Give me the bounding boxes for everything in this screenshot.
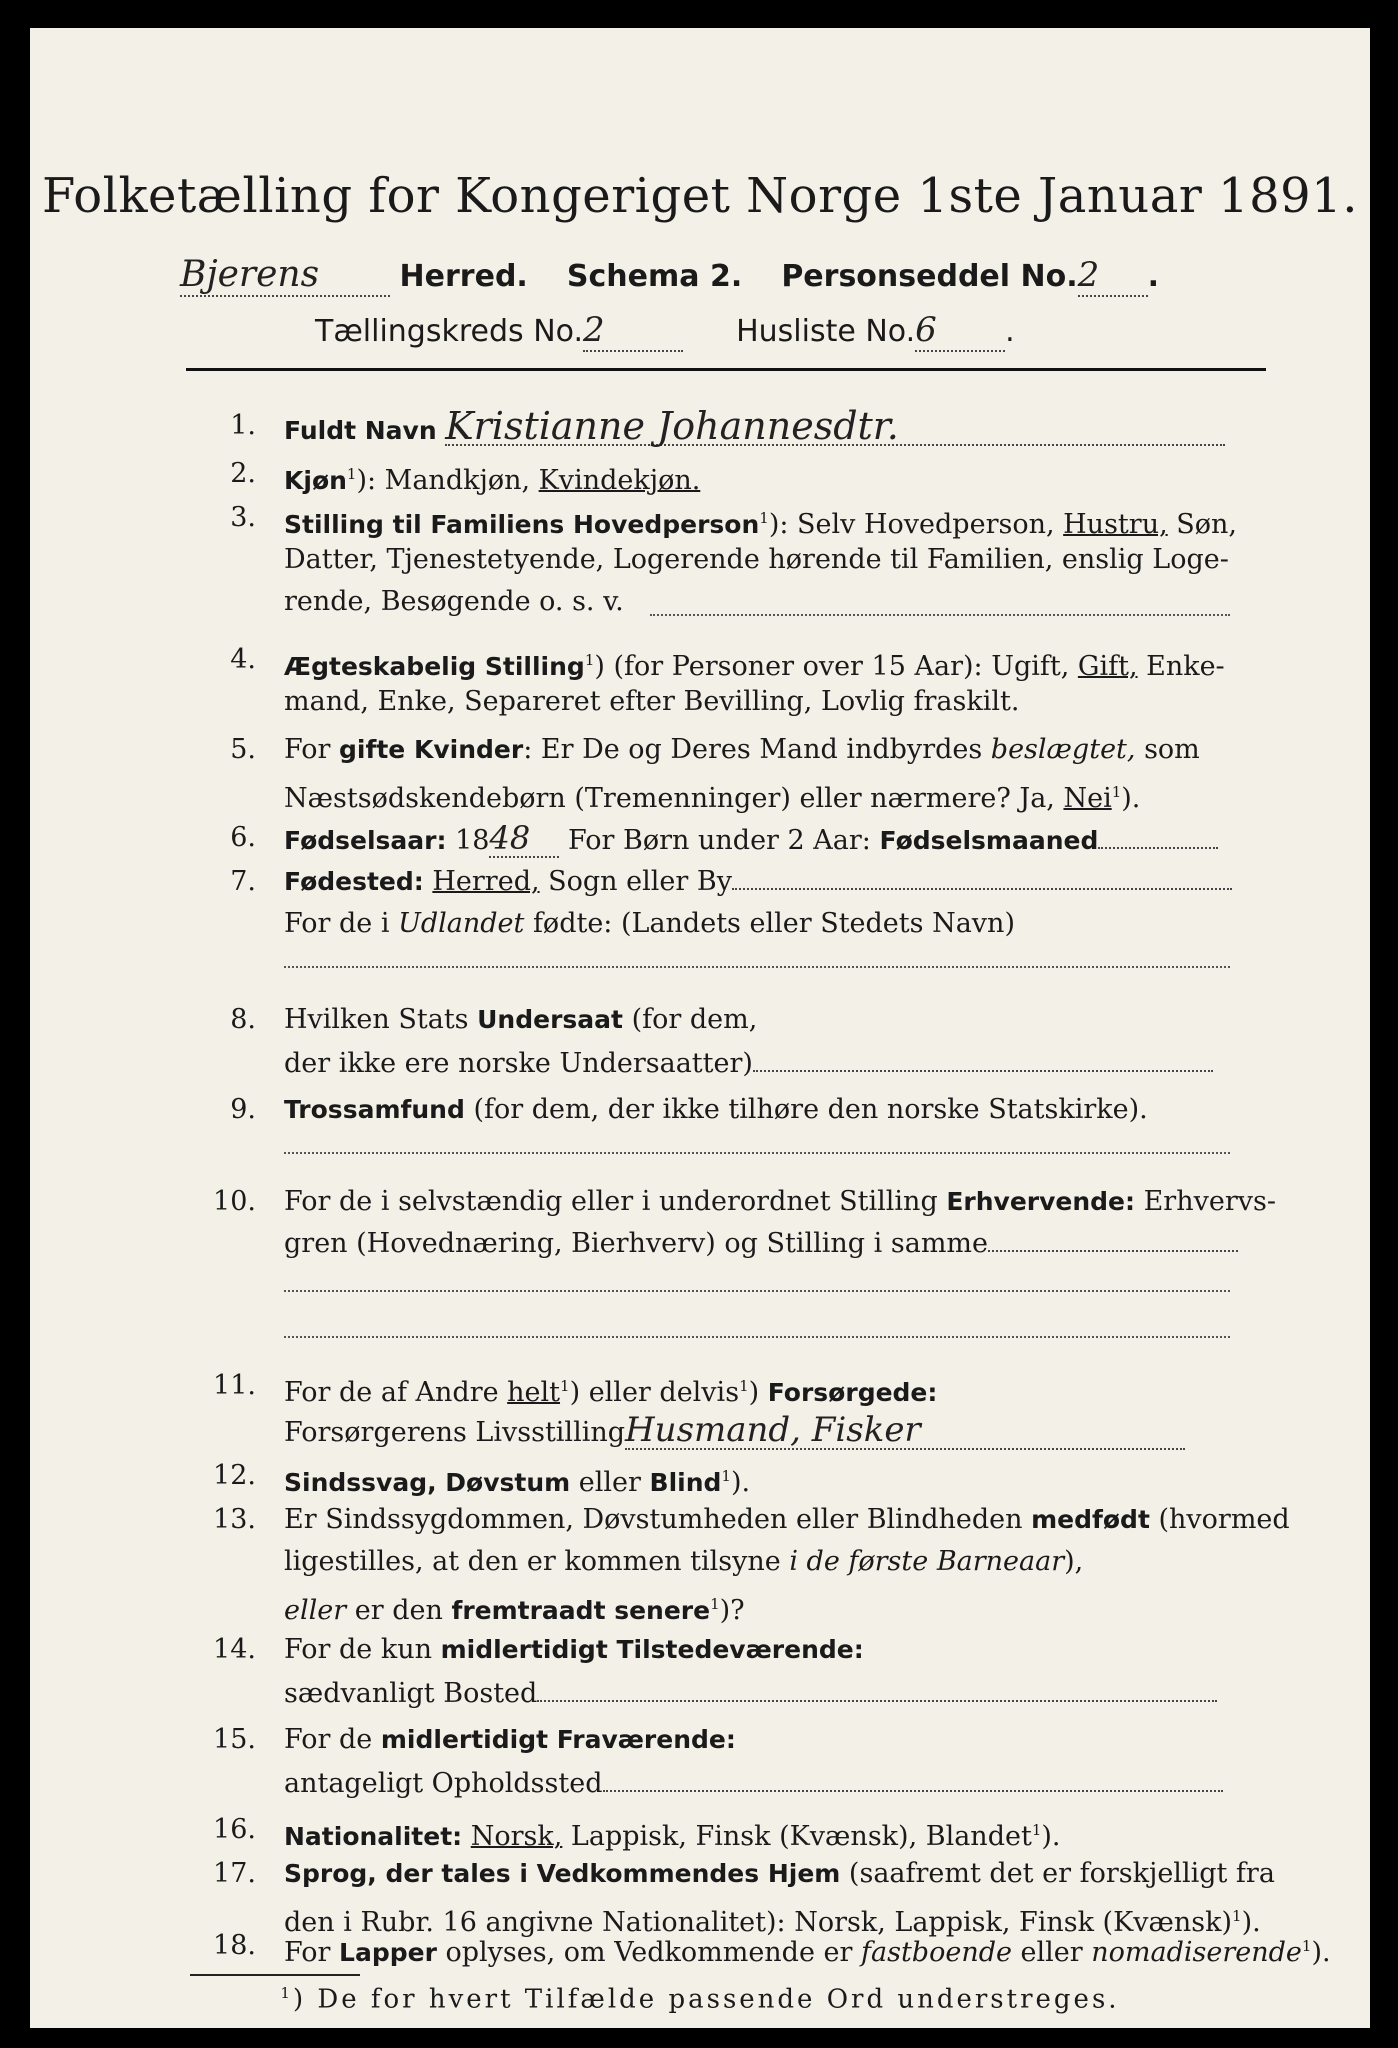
schema-label: Schema 2. — [566, 259, 743, 294]
herred-row: Bjerens Herred. Schema 2. Personseddel No.2 . — [180, 254, 1160, 295]
footnote-rule — [190, 1974, 360, 1976]
fodselsaar-value: 48 — [489, 820, 559, 858]
census-form: Folketælling for Kongeriget Norge 1ste Januar 1891. Bjerens Herred. Schema 2. Personseddel No.2 . Tællingskreds No.2 Husliste No.6 . 1. Fuldt Navn Kristianne Johannesdtr. 2. Kjøn$^1$): Mandkjøn, Kvindekjøn. 3. Stilling til Familiens Hovedperson$^1$): Selv Hovedperson, Hustru, Søn, Datter, Tjenestetyende, Logerende hørende til Familien, enslig Loge- rende, Besøgende o. s. v. 4. Ægteskabelig Stilling$^1$) (for Personer over 15 Aar): Ugift, Gift, Enke- mand, Enke, Separeret efter Bevilling, Lovlig fraskilt. 5. For gifte Kvinder: Er De og Deres Mand indbyrdes beslægtet, som Næstsødskendebørn (Tremenninger) eller nærmere? Ja, Nei$^1$). 6. Fødselsaar: 1848 For Børn under 2 Aar: Fødselsmaaned 7. Fødested: Herred, Sogn eller By For de i Udlandet fødte: (Landets eller Stedets Navn) 8. Hvilken Stats Undersaat (for dem, der ikke ere norske Undersaatter) 9. Trossamfund (for dem, der ikke tilhøre den norske Statskirke). 10. For de i selvstændig eller i underordnet Stilling Erhvervende: Erhvervs- gren (Hovednæring, Bierhverv) og Stilling i samme 11. For de af Andre helt$^1$) eller delvis$^1$) Forsørgede: Forsørgerens LivsstillingHusmand, Fisker 12. Sindssvag, Døvstum eller Blind$^1$). 13. Er Sindssygdommen, Døvstumheden eller Blindheden medfødt (hvormed ligestilles, at den er kommen tilsyne i de første Barneaar), eller er den fremtraadt senere$^1$)? 14. For de kun midlertidigt Tilstedeværende: sædvanligt Bosted 15. For de midlertidigt Fraværende: antageligt Opholdssted 16. Nationalitet: Norsk, Lappisk, Finsk (Kvænsk), Blandet$^1$). 17. Sprog, der tales i Vedkommendes Hjem (saafremt det er forskjelligt fra den i Rubr. 16 angivne Nationalitet): Norsk, Lappisk, Finsk (Kvænsk)$^1$). 18. For Lapper oplyses, om Vedkommende er fastboende eller nomadiserende$^1$). $^1$) De for hvert Tilfælde passende Ord understreges. — [30, 28, 1370, 2028]
fuldt-navn-value: Kristianne Johannesdtr. — [445, 408, 1225, 446]
forsorger-value: Husmand, Fisker — [625, 1412, 1185, 1450]
personseddel-value: 2 — [1078, 255, 1148, 297]
husliste-value: 6 — [915, 310, 1005, 352]
footnote: $^1$) De for hvert Tilfælde passende Ord understreges. — [280, 1984, 1120, 2015]
header-rule — [186, 368, 1266, 371]
herred-value: Bjerens — [180, 254, 390, 297]
kreds-row: Tællingskreds No.2 Husliste No.6 . — [315, 310, 1015, 350]
herred-label: Herred. — [399, 259, 528, 294]
husliste-label: Husliste No. — [736, 314, 916, 349]
fuldt-navn-label: Fuldt Navn — [284, 416, 437, 445]
form-title: Folketælling for Kongeriget Norge 1ste Januar 1891. — [42, 168, 1358, 224]
personseddel-label: Personseddel No. — [781, 259, 1078, 294]
kreds-label: Tællingskreds No. — [315, 314, 583, 349]
kreds-value: 2 — [583, 310, 683, 352]
